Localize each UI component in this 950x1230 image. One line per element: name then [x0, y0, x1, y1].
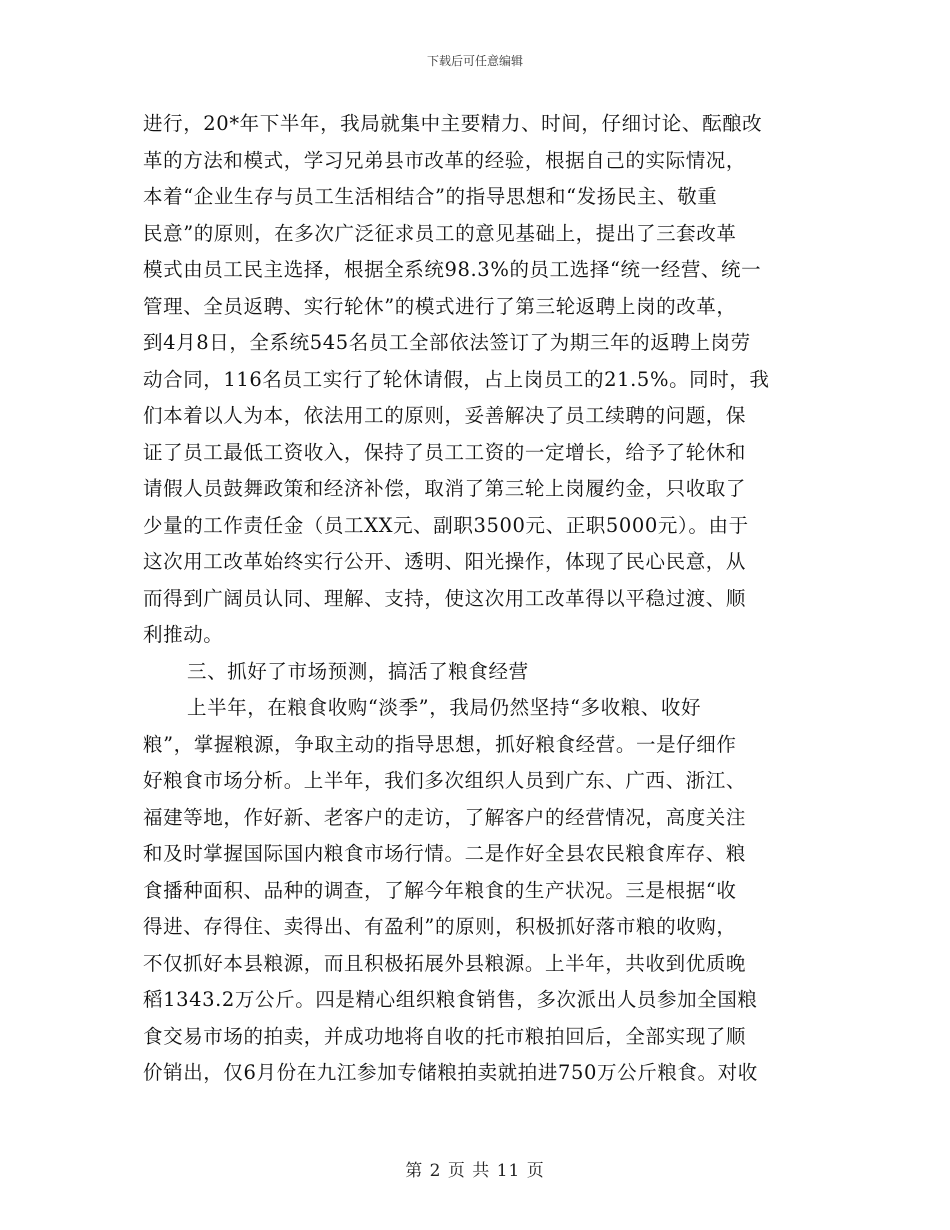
text-line: 利推动。	[143, 623, 224, 646]
text-line: 粮”，掌握粮源，争取主动的指导思想，抓好粮食经营。一是仔细作	[143, 732, 737, 756]
text-line: 福建等地，作好新、老客户的走访，了解客户的经营情况，高度关注	[143, 805, 747, 829]
page-header: 下载后可任意编辑	[426, 54, 523, 68]
text-line: 食交易市场的拍卖，并成功地将自收的托市粮拍回后，全部实现了顺	[143, 1024, 747, 1048]
page-footer: 第 2 页 共 11 页	[405, 1161, 545, 1181]
text-line: 革的方法和模式，学习兄弟县市改革的经验，根据自己的实际情况，	[143, 148, 747, 172]
text-line: 动合同，116名员工实行了轮休请假，占上岗员工的21.5%。同时，我	[143, 367, 770, 391]
text-line: 请假人员鼓舞政策和经济补偿，取消了第三轮上岗履约金，只收取了	[143, 477, 747, 500]
text-line: 不仅抓好本县粮源，而且积极拓展外县粮源。上半年，共收到优质晚	[143, 951, 747, 975]
body-text	[143, 106, 823, 1092]
text-line: 得进、存得住、卖得出、有盈利”的原则，积极抓好落市粮的收购，	[143, 915, 737, 938]
text-line: 们本着以人为本，依法用工的原则，妥善解决了员工续聘的问题，保	[143, 404, 747, 427]
text-line: 食播种面积、品种的调查，了解今年粮食的生产状况。三是根据“收	[143, 878, 737, 902]
text-line: 稻1343.2万公斤。四是精心组织粮食销售，多次派出人员参加全国粮	[143, 988, 758, 1011]
text-line: 上半年，在粮食收购“淡季”，我局仍然坚持“多收粮、收好	[187, 696, 702, 719]
section-heading: 三、抓好了市场预测，搞活了粮食经营	[187, 659, 529, 683]
text-line: 进行，20*年下半年，我局就集中主要精力、时间，仔细讨论、酝酿改	[143, 112, 763, 135]
text-line: 到4月8日，全系统545名员工全部依法签订了为期三年的返聘上岗劳	[143, 331, 751, 354]
text-line: 管理、全员返聘、实行轮休”的模式进行了第三轮返聘上岗的改革，	[143, 294, 737, 318]
text-line: 好粮食市场分析。上半年，我们多次组织人员到广东、广西、浙江、	[143, 769, 747, 792]
text-line: 民意”的原则，在多次广泛征求员工的意见基础上，提出了三套改革	[143, 221, 737, 245]
text-line: 而得到广阔员认同、理解、支持，使这次用工改革得以平稳过渡、顺	[143, 586, 747, 610]
text-line: 模式由员工民主选择，根据全系统98.3%的员工选择“统一经营、统一	[143, 258, 762, 281]
text-line: 本着“企业生存与员工生活相结合”的指导思想和“发扬民主、敬重	[143, 185, 718, 208]
text-line: 价销出，仅6月份在九江参加专储粮拍卖就拍进750万公斤粮食。对收	[143, 1061, 758, 1084]
text-line: 和及时掌握国际国内粮食市场行情。二是作好全县农民粮食库存、粮	[143, 842, 747, 865]
text-line: 证了员工最低工资收入，保持了员工工资的一定增长，给予了轮休和	[143, 440, 747, 464]
text-line: 这次用工改革始终实行公开、透明、阳光操作，体现了民心民意，从	[143, 550, 747, 573]
text-line: 少量的工作责任金（员工XX元、副职3500元、正职5000元）。由于	[143, 513, 749, 537]
